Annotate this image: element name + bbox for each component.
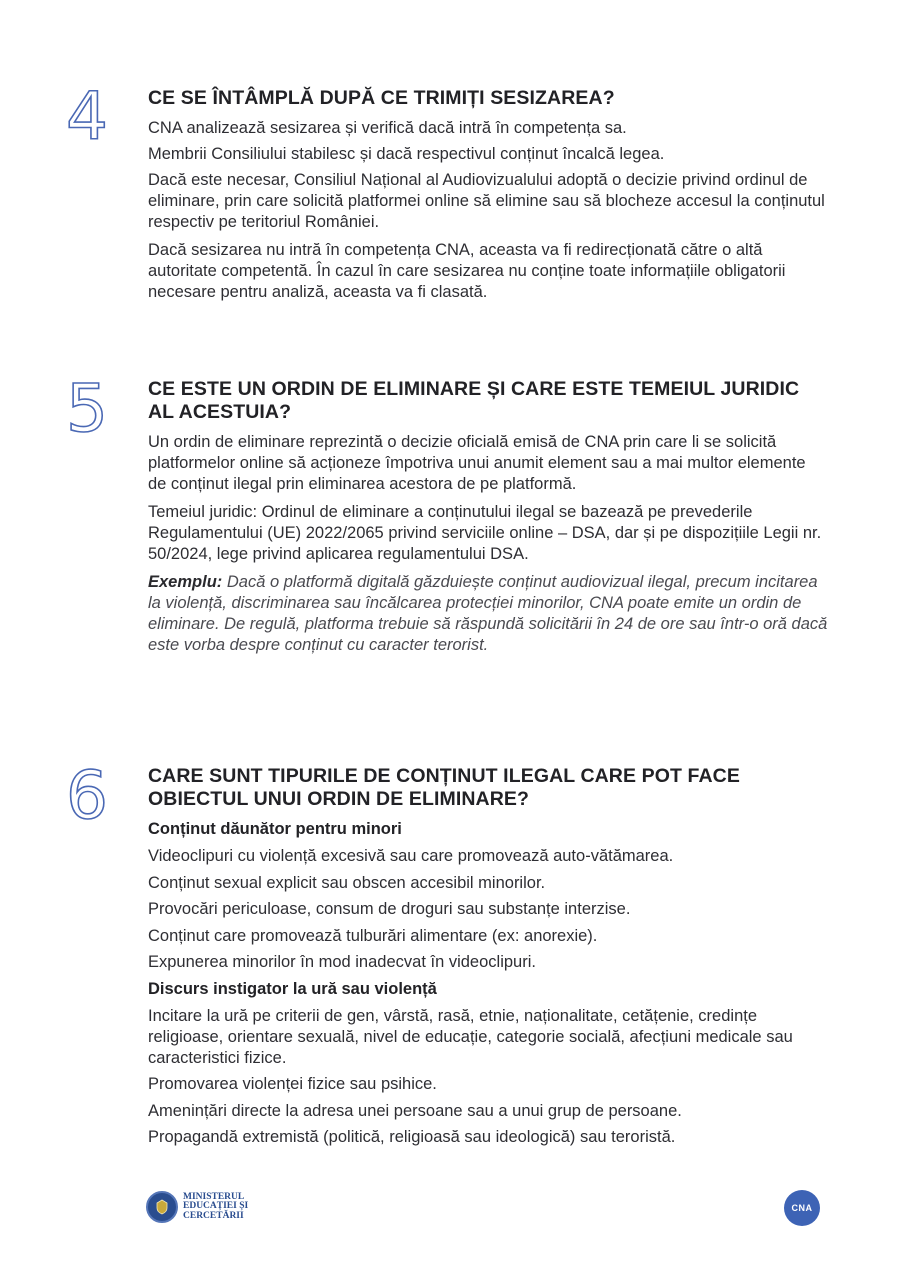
- list-item: Propagandă extremistă (politică, religioasă sau ideologică) sau teroristă.: [148, 1128, 676, 1146]
- paragraph: CNA analizează sesizarea și verifică dacă intră în competența sa.: [148, 119, 627, 137]
- list-item: Promovarea violenței fizice sau psihice.: [148, 1075, 437, 1093]
- cna-logo: CNA: [784, 1190, 820, 1226]
- group-heading: Conținut dăunător pentru minori: [148, 820, 402, 838]
- list-item: Videoclipuri cu violență excesivă sau care promovează auto-vătămarea.: [148, 847, 674, 865]
- paragraph: Temeiul juridic: Ordinul de eliminare a conținutului ilegal se bazează pe prevederile Regulamentului (UE) 2022/2065 privind serviciile online – DSA, dar și pe dispozițiile Legii nr. 50/2024, lege privind aplicarea regulamentului DSA.: [148, 503, 822, 563]
- ministry-logo: [146, 1191, 248, 1223]
- list-item: Amenințări directe la adresa unei persoane sau a unui grup de persoane.: [148, 1101, 682, 1120]
- paragraph: Dacă este necesar, Consiliul Național al Audiovizualului adoptă o decizie privind ordinul de eliminare, prin care solicită platformei online să elimine sau să blocheze accesul la conținutul respectiv pe teritoriul României.: [148, 171, 825, 231]
- list-item: Expunerea minorilor în mod inadecvat în videoclipuri.: [148, 953, 536, 971]
- section-title: CE ESTE UN ORDIN DE ELIMINARE ȘI CARE ESTE TEMEIUL JURIDIC AL ACESTUIA?: [148, 378, 800, 423]
- paragraph: Dacă sesizarea nu intră în competența CNA, aceasta va fi redirecționată către o altă autoritate competentă. În cazul în care sesizarea nu conține toate informațiile obligatorii necesare pentru analiză, aceasta va fi clasată.: [148, 241, 786, 301]
- ministry-crest-icon: [146, 1191, 178, 1223]
- list-item: Conținut care promovează tulburări alimentare (ex: anorexie).: [148, 926, 598, 945]
- section-number: 4: [66, 78, 108, 155]
- group-heading: Discurs instigator la ură sau violență: [148, 979, 437, 998]
- section-content: [148, 87, 828, 310]
- example-label: Exemplu:: [148, 573, 223, 591]
- section-title: CARE SUNT TIPURILE DE CONȚINUT ILEGAL CARE POT FACE OBIECTUL UNUI ORDIN DE ELIMINARE?: [148, 765, 740, 810]
- section-number: 6: [66, 757, 108, 834]
- example-paragraph: [148, 572, 828, 656]
- paragraph: Membrii Consiliului stabilesc și dacă respectivul conținut încalcă legea.: [148, 145, 665, 163]
- list-item: Incitare la ură pe criterii de gen, vârstă, rasă, etnie, naționalitate, cetățenie, credințe religioase, orientare sexuală, nivel de educație, categorie socială, afecțiuni medicale sau caracteristici fizice.: [148, 1006, 793, 1067]
- paragraph: Un ordin de eliminare reprezintă o decizie oficială emisă de CNA prin care li se solicită platformelor online să acționeze împotriva unui anumit element sau a mai multor elemente de conținut ilegal prin eliminarea acestora de pe platformă.: [148, 433, 806, 493]
- example-text: Dacă o platformă digitală găzduiește conținut audiovizual ilegal, precum incitarea la violență, discriminarea sau încălcarea protecției minorilor, CNA poate emite un ordin de eliminare. De regulă, platforma trebuie să răspundă solicitării în 24 de ore sau într-o oră dacă este vorba despre conținut cu caracter terorist.: [148, 573, 828, 654]
- section-number: 5: [66, 370, 108, 447]
- section-title: CE SE ÎNTÂMPLĂ DUPĂ CE TRIMIȚI SESIZAREA?: [148, 87, 615, 109]
- ministry-name: MINISTERUL EDUCAȚIEI ȘI CERCETĂRII: [183, 1191, 249, 1221]
- list-item: Conținut sexual explicit sau obscen accesibil minorilor.: [148, 873, 546, 892]
- section-content: [148, 765, 828, 1154]
- section-content: [148, 378, 828, 663]
- list-item: Provocări periculoase, consum de droguri sau substanțe interzise.: [148, 900, 631, 918]
